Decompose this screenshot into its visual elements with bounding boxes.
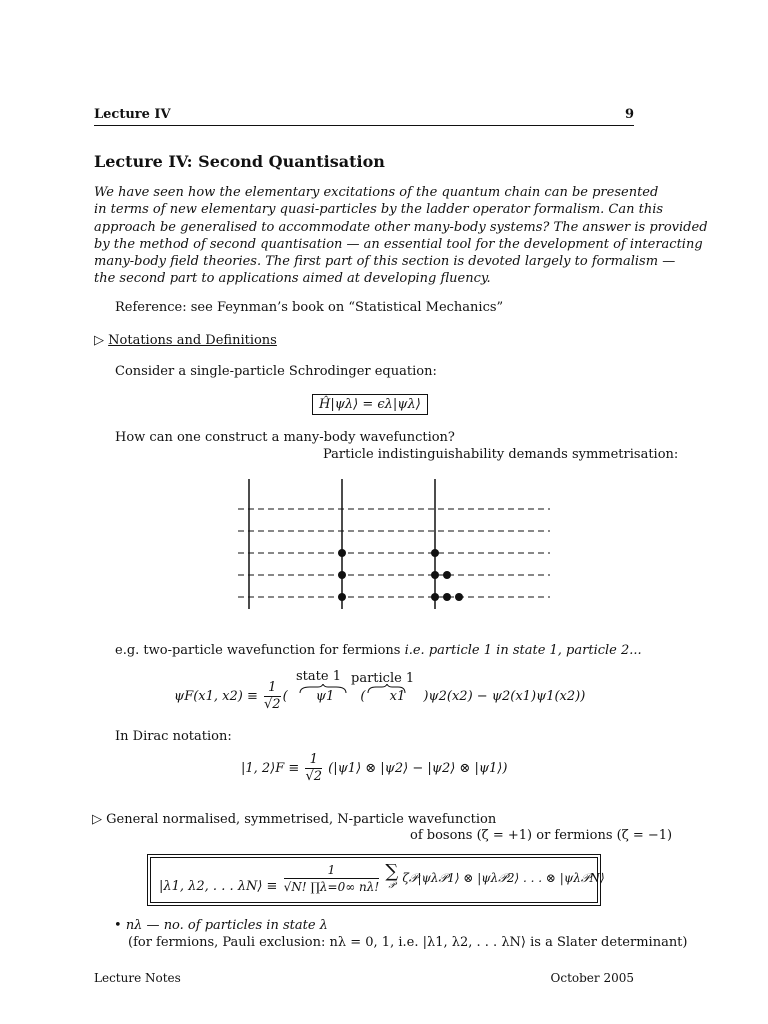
reference-text: Reference: see Feynman’s book on “Statistical Mechanics” bbox=[115, 300, 504, 315]
particle-dot bbox=[338, 549, 346, 557]
summation: ∑ 𝒫 bbox=[385, 860, 399, 891]
particle-dot bbox=[443, 593, 451, 601]
two-particle-equation: ψF(x1, x2) ≡ $\frac{1}{√2}$ ( ψ1 ( x1 )ψ2(x2) − ψ2(x1)ψ1(x2)) bbox=[174, 680, 586, 712]
page-title: Lecture IV: Second Quantisation bbox=[94, 152, 385, 171]
brace-label-state1: state 1 bbox=[296, 669, 341, 684]
abstract-line: many-body field theories. The first part of this section is devoted largely to formalism — bbox=[94, 254, 676, 270]
general-wavefunction-box: |λ1, λ2, . . . λN⟩ ≡ $\frac{1}{√N! \prod\lambda=0\infty n\lambda!}$ ∑ 𝒫 ζ𝒫|ψλ𝒫1⟩ ⊗ |ψλ𝒫2⟩ . . . ⊗ |ψλ𝒫N⟩ bbox=[150, 857, 598, 903]
abstract-line: by the method of second quantisation — an essential tool for the development of interacting bbox=[94, 236, 703, 252]
question-text: How can one construct a many-body wavefunction? bbox=[115, 430, 455, 445]
energy-levels bbox=[238, 509, 550, 597]
section-heading-general: ▷ General normalised, symmetrised, N-particle wavefunction bbox=[92, 812, 497, 827]
eq-rest: )ψ2(x2) − ψ2(x1)ψ1(x2)) bbox=[423, 689, 586, 704]
abstract bbox=[94, 184, 708, 288]
page-number: 9 bbox=[624, 107, 634, 122]
particle-dot bbox=[455, 593, 463, 601]
fraction: $\frac{1}{√N! \prod\lambda=0\infty n\lambda!}$ bbox=[283, 863, 380, 894]
abstract-line: We have seen how the elementary excitations of the quantum chain can be presented bbox=[94, 185, 659, 200]
consider-text: Consider a single-particle Schrodinger equation: bbox=[115, 364, 437, 379]
brace-label-particle1: particle 1 bbox=[351, 671, 415, 686]
running-title: Lecture IV bbox=[94, 107, 171, 122]
example-text-plain: e.g. two-particle wavefunction for fermions bbox=[115, 643, 405, 658]
psi1: ψ1 bbox=[315, 689, 335, 704]
particle-dot bbox=[443, 571, 451, 579]
running-header bbox=[94, 107, 634, 122]
particle-dot bbox=[431, 593, 439, 601]
example-text bbox=[115, 643, 642, 658]
triangle-marker-icon: ▷ bbox=[94, 333, 104, 348]
bullet-line2: (for fermions, Pauli exclusion: nλ = 0, 1, i.e. |λ1, λ2, . . . λN⟩ is a Slater determinant) bbox=[128, 935, 688, 950]
particle-dot bbox=[338, 571, 346, 579]
dirac-text: In Dirac notation: bbox=[115, 729, 232, 744]
particle-dot bbox=[431, 549, 439, 557]
fraction: $\frac{1}{√2}$ bbox=[264, 680, 281, 712]
particle-dot bbox=[431, 571, 439, 579]
indistinguishability-text: Particle indistinguishability demands symmetrisation: bbox=[323, 447, 679, 462]
header-rule bbox=[94, 125, 634, 126]
schrodinger-equation-box: Ĥ|ψλ⟩ = ϵλ|ψλ⟩ bbox=[312, 394, 428, 415]
x1: x1 bbox=[389, 689, 406, 704]
abstract-line: in terms of new elementary quasi-particles by the ladder operator formalism. Can this bbox=[94, 202, 664, 218]
bosons-fermions-text: of bosons (ζ = +1) or fermions (ζ = −1) bbox=[410, 828, 673, 843]
bullet-item bbox=[114, 918, 328, 933]
abstract-line: approach be generalised to accommodate other many-body systems? The answer is provided bbox=[94, 219, 708, 235]
footer-left: Lecture Notes bbox=[94, 971, 181, 985]
example-text-italic: i.e. particle 1 in state 1, particle 2... bbox=[404, 643, 642, 658]
particle-dot bbox=[338, 593, 346, 601]
footer-right: October 2005 bbox=[550, 971, 634, 985]
energy-level-diagram bbox=[230, 475, 560, 615]
eq-lhs: ψF(x1, x2) ≡ bbox=[174, 689, 258, 704]
section-heading-notations bbox=[94, 333, 277, 348]
abstract-line: the second part to applications aimed at developing fluency. bbox=[94, 271, 491, 287]
dirac-equation: |1, 2⟩F ≡ $\frac{1}{√2}$ (|ψ1⟩ ⊗ |ψ2⟩ − |ψ2⟩ ⊗ |ψ1⟩) bbox=[241, 752, 508, 784]
footer bbox=[94, 971, 634, 985]
triangle-marker-icon: ▷ bbox=[92, 812, 102, 827]
bullet-icon: • bbox=[114, 918, 122, 933]
section-heading-text: Notations and Definitions bbox=[108, 333, 277, 348]
fraction: $\frac{1}{√2}$ bbox=[305, 752, 323, 784]
bullet-line1: nλ — no. of particles in state λ bbox=[125, 918, 328, 933]
